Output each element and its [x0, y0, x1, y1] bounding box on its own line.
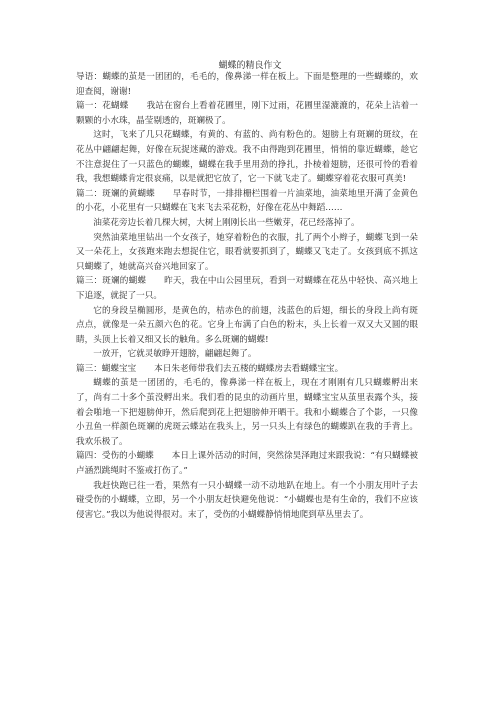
section-5-first-paragraph: [76, 449, 418, 478]
section-5-heading: 篇四：受伤的小蝴蝶: [76, 451, 154, 462]
section-4-first-paragraph: [76, 362, 418, 377]
section-1-heading: 篇一：花蝴蝶: [76, 101, 129, 112]
section-2-paragraph-3: 突然油菜地里钻出一个女孩子，她穿着粉色的衣服，扎了两个小辫子，蝴蝶飞到一朵又一朵花上，女孩跑来跑去想捉住它，眼看就要抓到了，蝴蝶又飞走了。女孩到底不抓这只蝴蝶了，她就高兴奋兴地回家了。: [76, 232, 418, 272]
section-4-heading: 篇三：蝴蝶宝宝: [76, 363, 137, 374]
section-2-first-text: 早春时节，一排排栅栏围着一片油菜地，油菜地里开满了金黄色的小花，小花里有一只蝴蝶在飞来飞去采花粉，好像在花丛中舞蹈……: [76, 188, 418, 214]
section-5-paragraph-2: 我赶快跑已往一看，果然有一只小蝴蝶一动不动地趴在地上。有一个小朋友用叶子去碰受伤的小蝴蝶，立即，另一个小朋友赶快避免他说：“小蝴蝶也是有生命的，我们不应该侵害它。”我以为他说得很对。末了，受伤的小蝴蝶静悄悄地爬到草丛里去了。: [76, 480, 418, 520]
section-4-paragraph-2: 蝴蝶的茧是一团团的，毛毛的，像鼻涕一样在板上，现在才刚刚有几只蝴蝶孵出来了，尚有二十多个茧没孵出来。我们看的昆虫的动画片里，蝴蝶宝宝从茧里表露个头，接着会啪地一下把翅膀伸开，然后爬到花上把翅膀伸开晒干。我和小蝴蝶合了个影，一只像小丑鱼一样颜色斑斓的虎斑云蝶站在我头上，另一只头上有绿色的蝴蝶趴在我的手背上。我欢乐极了。: [76, 378, 418, 447]
section-1-first-paragraph: [76, 99, 418, 128]
section-1-first-text: 我站在窗台上看着花圃里，刚下过雨，花圃里湿漉漉的，花朵上沾着一颗颗的小水珠，晶莹剔透的，斑斓极了。: [76, 101, 418, 126]
intro-paragraph: 导语：蝴蝶的茧是一团团的，毛毛的，像鼻涕一样在板上。下面是整理的一些蝴蝶的，欢迎查阅，谢谢!: [76, 72, 418, 97]
section-3-heading: 篇三：斑斓的蝴蝶: [76, 276, 147, 287]
section-2-heading: 篇二：斑斓的黄蝴蝶: [76, 188, 155, 199]
section-2-paragraph-2: 油菜花旁边长着几棵大树，大树上刚刚长出一些嫩芽，花已经落掉了。: [93, 217, 360, 228]
document-title: 蝴蝶的精良作文: [218, 61, 282, 71]
document-body: [76, 70, 418, 522]
section-1-paragraph-2: 这时，飞来了几只花蝴蝶，有黄的、有蓝的、尚有粉色的。翅膀上有斑斓的斑纹，在花丛中翩翩起舞，好像在玩捉迷藏的游戏。我不由得跑到花圃里，悄悄的靠近蝴蝶，趁它不注意捉住了一只蓝色的蝴蝶，蝴蝶在我手里用劲的挣扎，扑棱着翅膀，还很可怜的看着我，我想蝴蝶肯定很哀痛，以是就把它放了，它一下就飞走了。蝴蝶穿着花衣服可真美!: [76, 130, 418, 185]
section-3-first-paragraph: [76, 274, 418, 303]
section-3-paragraph-3: 一放开，它就灵敏睁开翅膀，翩翩起舞了。: [93, 349, 257, 360]
section-2-first-paragraph: [76, 187, 418, 216]
section-4-first-text: 本日朱老师带我们去五楼的蝴蝶房去看蝴蝶宝宝。: [154, 363, 344, 374]
section-3-paragraph-2: 它的身段呈椭圆形，是黄色的，桔赤色的前翅，浅蓝色的后翅，细长的身段上尚有斑点点，就像是一朵五颜六色的花。它身上布满了白色的粉末，头上长着一双又大又圆的眼睛，头顶上长着又细又长的触角。多么斑斓的蝴蝶!: [76, 305, 418, 345]
section-5-first-text: 本日上课外活动的时间，突然徐昊泽跑过来跟我说：“有只蝴蝶被卢涵烈跳绳时不鉴戒打伤了。”: [76, 451, 418, 477]
section-3-first-text: 昨天，我在中山公园里玩，看到一对蝴蝶在花丛中轻快、高兴地上下追逐，就捉了一只。: [76, 276, 418, 301]
